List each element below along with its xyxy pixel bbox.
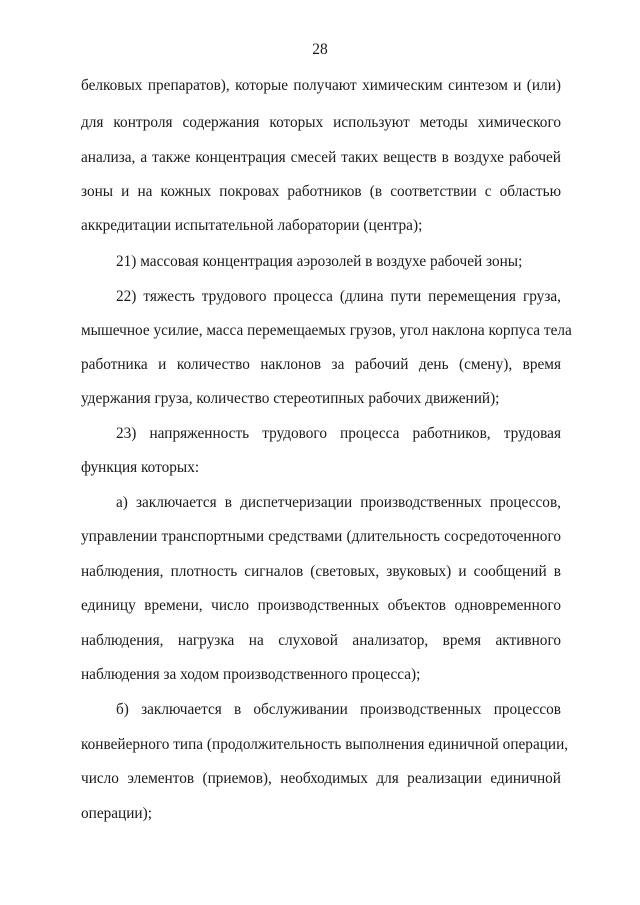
text-line: анализа, а также концентрация смесей таких веществ в воздухе рабочей: [81, 149, 561, 166]
text-line: 21) массовая концентрация аэрозолей в воздухе рабочей зоны;: [116, 253, 523, 270]
text-line: наблюдения, нагрузка на слуховой анализатор, время активного: [81, 632, 561, 649]
text-line: белковых препаратов), которые получают химическим синтезом и (или): [81, 77, 561, 94]
text-line: а) заключается в диспетчеризации производственных процессов,: [116, 494, 561, 511]
text-line: мышечное усилие, масса перемещаемых грузов, угол наклона корпуса тела: [81, 322, 572, 339]
text-line: наблюдения, плотность сигналов (световых, звуковых) и сообщений в: [81, 563, 561, 580]
text-line: конвейерного типа (продолжительность выполнения единичной операции,: [81, 736, 569, 753]
text-line: б) заключается в обслуживании производственных процессов: [116, 701, 561, 718]
text-line: число элементов (приемов), необходимых для реализации единичной: [81, 770, 561, 787]
text-line: функция которых:: [81, 459, 200, 476]
text-line: операции);: [81, 805, 152, 822]
text-line: 22) тяжесть трудового процесса (длина пути перемещения груза,: [116, 288, 561, 305]
text-line: наблюдения за ходом производственного процесса);: [81, 666, 421, 683]
text-line: зоны и на кожных покровах работников (в соответствии с областью: [81, 183, 561, 200]
text-line: управлении транспортными средствами (длительность сосредоточенного: [81, 528, 561, 545]
text-line: для контроля содержания которых используют методы химического: [81, 114, 561, 131]
text-line: единицу времени, число производственных объектов одновременного: [81, 597, 561, 614]
page-number: 28: [312, 41, 328, 58]
text-line: работника и количество наклонов за рабочий день (смену), время: [81, 356, 561, 373]
text-line: удержания груза, количество стереотипных рабочих движений);: [81, 390, 500, 407]
text-line: аккредитации испытательной лаборатории (центра);: [81, 217, 423, 234]
text-line: 23) напряженность трудового процесса работников, трудовая: [116, 425, 561, 442]
